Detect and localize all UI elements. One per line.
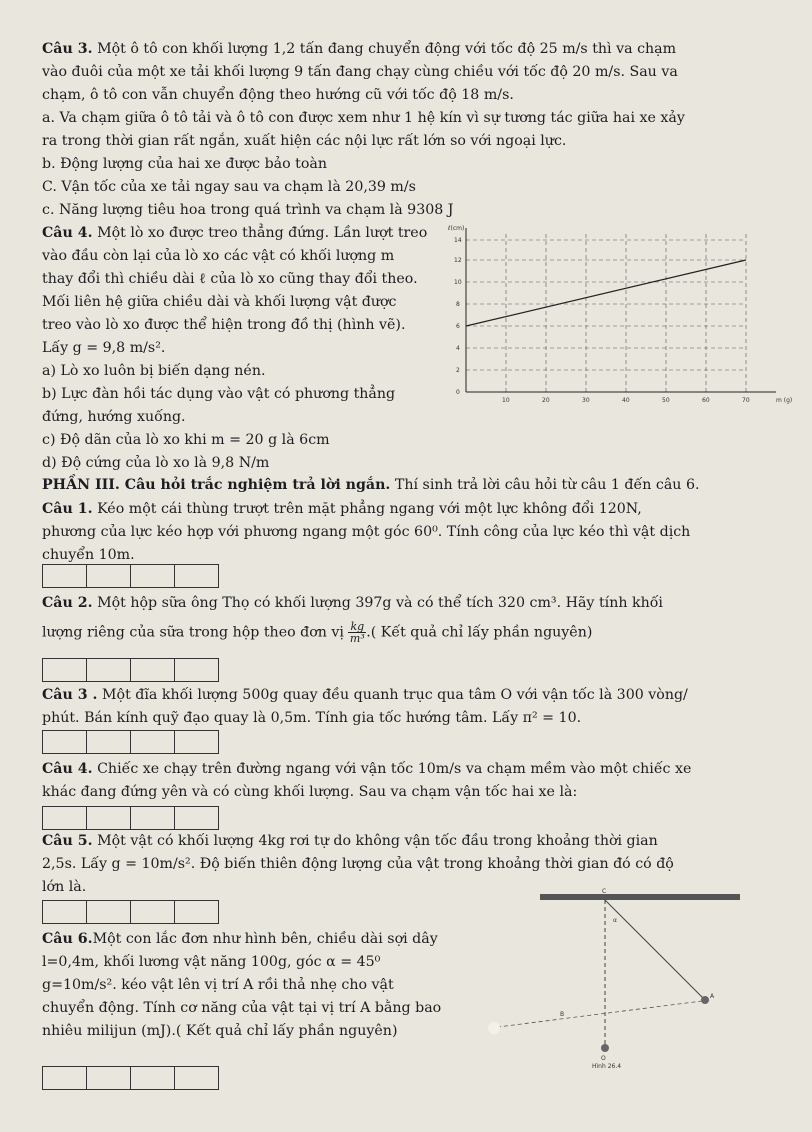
answer-cell[interactable] <box>87 807 131 829</box>
answer-cell[interactable] <box>43 565 87 587</box>
pendulum-angle-label: α <box>613 917 617 924</box>
graph-x-tick: 50 <box>662 397 670 404</box>
q4a-option-b1: b) Lực đàn hồi tác dụng vào vật có phương thẳng <box>42 386 396 402</box>
q3a-option-a2: ra trong thời gian rất ngắn, xuất hiện các nội lực rất lớn so với ngoại lực. <box>42 133 567 149</box>
graph-y-tick: 10 <box>454 279 462 286</box>
graph-y-tick: 0 <box>456 389 460 396</box>
q6-line2: l=0,4m, khối lương vật năng 100g, góc α = 45⁰ <box>42 954 381 970</box>
answer-cell[interactable] <box>87 565 131 587</box>
answer-cell[interactable] <box>175 659 218 681</box>
string-line <box>605 900 705 1000</box>
answer-cell[interactable] <box>87 901 131 923</box>
answer-cell[interactable] <box>87 659 131 681</box>
graph-x-tick: 20 <box>542 397 550 404</box>
q2-answer-boxes[interactable] <box>42 658 219 682</box>
answer-cell[interactable] <box>131 565 175 587</box>
q3a-option-c: C. Vận tốc của xe tải ngay sau va chạm là 20,39 m/s <box>42 179 416 195</box>
q4a-option-a: a) Lò xo luôn bị biến dạng nén. <box>42 363 266 379</box>
a-level-line <box>490 1000 710 1028</box>
q6-line5: nhiêu milijun (mJ).( Kết quả chỉ lấy phần nguyên) <box>42 1023 398 1039</box>
q4a-line5: treo vào lò xo được thể hiện trong đồ thị (hình vẽ). <box>42 317 406 333</box>
q3a-line1: Câu 3. Một ô tô con khối lượng 1,2 tấn đang chuyển động với tốc độ 25 m/s thì va chạm <box>42 41 677 57</box>
q6-line4: chuyển động. Tính cơ năng của vật tại vị trí A bằng bao <box>42 1000 442 1016</box>
graph-grid <box>466 234 746 392</box>
q4-line2: khác đang đứng yên và có cùng khối lượng. Sau va chạm vận tốc hai xe là: <box>42 784 578 800</box>
q6-line3: g=10m/s². kéo vật lên vị trí A rồi thả nhẹ cho vật <box>42 977 394 993</box>
bob-at-a <box>701 996 709 1004</box>
q6-line1: Câu 6.Một con lắc đơn như hình bên, chiều dài sợi dây <box>42 931 438 947</box>
q1-line3: chuyển 10m. <box>42 547 135 563</box>
q3-answer-boxes[interactable] <box>42 730 219 754</box>
q5-answer-boxes[interactable] <box>42 900 219 924</box>
q3a-option-b: b. Động lượng của hai xe được bảo toàn <box>42 156 328 172</box>
part3-heading: PHẦN III. Câu hỏi trắc nghiệm trả lời ngắn. Thí sinh trả lời câu hỏi từ câu 1 đến câu 6. <box>42 477 700 493</box>
graph-x-tick: 40 <box>622 397 630 404</box>
q4a-option-b2: đứng, hướng xuống. <box>42 409 186 425</box>
graph-y-tick: 14 <box>454 237 462 244</box>
graph-y-tick: 4 <box>456 345 460 352</box>
pendulum-b-label: B <box>560 1011 565 1018</box>
q4a-line2: vào đầu còn lại của lò xo các vật có khối lượng m <box>42 248 395 264</box>
answer-cell[interactable] <box>175 565 218 587</box>
answer-cell[interactable] <box>175 807 218 829</box>
q5-line1: Câu 5. Một vật có khối lượng 4kg rơi tự do không vận tốc đầu trong khoảng thời gian <box>42 833 658 849</box>
q5-line3: lớn là. <box>42 879 87 895</box>
graph-y-tick: 8 <box>456 301 460 308</box>
answer-cell[interactable] <box>131 1067 175 1089</box>
answer-cell[interactable] <box>43 659 87 681</box>
answer-cell[interactable] <box>87 1067 131 1089</box>
q6-answer-boxes[interactable] <box>42 1066 219 1090</box>
q3a-line2: vào đuôi của một xe tải khối lượng 9 tấn đang chạy cùng chiều với tốc độ 20 m/s. Sau va <box>42 64 678 80</box>
graph-data-line <box>466 260 746 326</box>
answer-cell[interactable] <box>43 1067 87 1089</box>
ceiling <box>540 894 740 900</box>
graph-x-axis-label: m (g) <box>776 397 793 404</box>
q4-line1: Câu 4. Chiếc xe chạy trên đường ngang với vận tốc 10m/s va chạm mềm vào một chiếc xe <box>42 761 692 777</box>
q4a-option-d: d) Độ cứng của lò xo là 9,8 N/m <box>42 455 270 471</box>
graph-y-tick: 6 <box>456 323 460 330</box>
q3a-option-a1: a. Va chạm giữa ô tô tải và ô tô con được xem như 1 hệ kín vì sự tương tác giữa hai xe xảy <box>42 110 685 126</box>
graph-y-tick: 12 <box>454 257 462 264</box>
q3a-line3: chạm, ô tô con vẫn chuyển động theo hướng cũ với tốc độ 18 m/s. <box>42 87 514 103</box>
answer-cell[interactable] <box>175 1067 218 1089</box>
unit-fraction: $\frac{kg}{\text{m³}}$ <box>349 620 365 645</box>
q5-line2: 2,5s. Lấy g = 10m/s². Độ biến thiên động lượng của vật trong khoảng thời gian đó có độ <box>42 856 674 872</box>
q3-line1: Câu 3 . Một đĩa khối lượng 500g quay đều quanh trục qua tâm O với vận tốc là 300 vòng/ <box>42 687 688 703</box>
pendulum-pivot-label: C <box>602 888 607 895</box>
q3a-option-d: c. Năng lượng tiêu hoa trong quá trình va chạm là 9308 J <box>42 202 454 218</box>
pendulum-caption: Hình 26.4 <box>592 1063 622 1070</box>
q4a-line6: Lấy g = 9,8 m/s². <box>42 340 166 356</box>
answer-cell[interactable] <box>43 731 87 753</box>
q4a-option-c: c) Độ dãn của lò xo khi m = 20 g là 6cm <box>42 432 330 448</box>
answer-cell[interactable] <box>87 731 131 753</box>
pendulum-o-label: O <box>601 1055 606 1062</box>
answer-cell[interactable] <box>131 807 175 829</box>
answer-cell[interactable] <box>43 807 87 829</box>
q2-line1: Câu 2. Một hộp sữa ông Thọ có khối lượng 397g và có thể tích 320 cm³. Hãy tính khối <box>42 595 663 611</box>
q2-line2: lượng riêng của sữa trong hộp theo đơn vị $\frac{kg}{\text{m³}}$ .( Kết quả chỉ lấy phần nguyên) <box>42 620 593 645</box>
pendulum-figure <box>480 888 812 1070</box>
answer-cell[interactable] <box>131 659 175 681</box>
graph-x-tick: 30 <box>582 397 590 404</box>
glare-spot <box>488 1022 500 1034</box>
graph-x-tick: 10 <box>502 397 510 404</box>
graph-x-tick: 70 <box>742 397 750 404</box>
q4a-line1: Câu 4. Một lò xo được treo thẳng đứng. Lần lượt treo <box>42 225 428 241</box>
q4a-line3: thay đổi thì chiều dài ℓ của lò xo cũng thay đổi theo. <box>42 271 418 287</box>
graph-y-tick: 2 <box>456 367 460 374</box>
bob-at-o <box>601 1044 609 1052</box>
answer-cell[interactable] <box>43 901 87 923</box>
pendulum-a-label: A <box>710 993 715 1000</box>
answer-cell[interactable] <box>175 731 218 753</box>
q1-answer-boxes[interactable] <box>42 564 219 588</box>
q4-answer-boxes[interactable] <box>42 806 219 830</box>
answer-cell[interactable] <box>131 901 175 923</box>
spring-length-mass-graph <box>446 222 812 414</box>
answer-cell[interactable] <box>175 901 218 923</box>
graph-x-tick: 60 <box>702 397 710 404</box>
answer-cell[interactable] <box>131 731 175 753</box>
q1-line1: Câu 1. Kéo một cái thùng trượt trên mặt phẳng ngang với một lực không đổi 120N, <box>42 501 642 517</box>
q3-line2: phút. Bán kính quỹ đạo quay là 0,5m. Tính gia tốc hướng tâm. Lấy π² = 10. <box>42 710 582 726</box>
q4a-line4: Mối liên hệ giữa chiều dài và khối lượng vật được <box>42 294 397 310</box>
graph-y-axis-label: ℓ(cm) <box>448 225 465 232</box>
q1-line2: phương của lực kéo hợp với phương ngang một góc 60⁰. Tính công của lực kéo thì vật dịch <box>42 524 691 540</box>
